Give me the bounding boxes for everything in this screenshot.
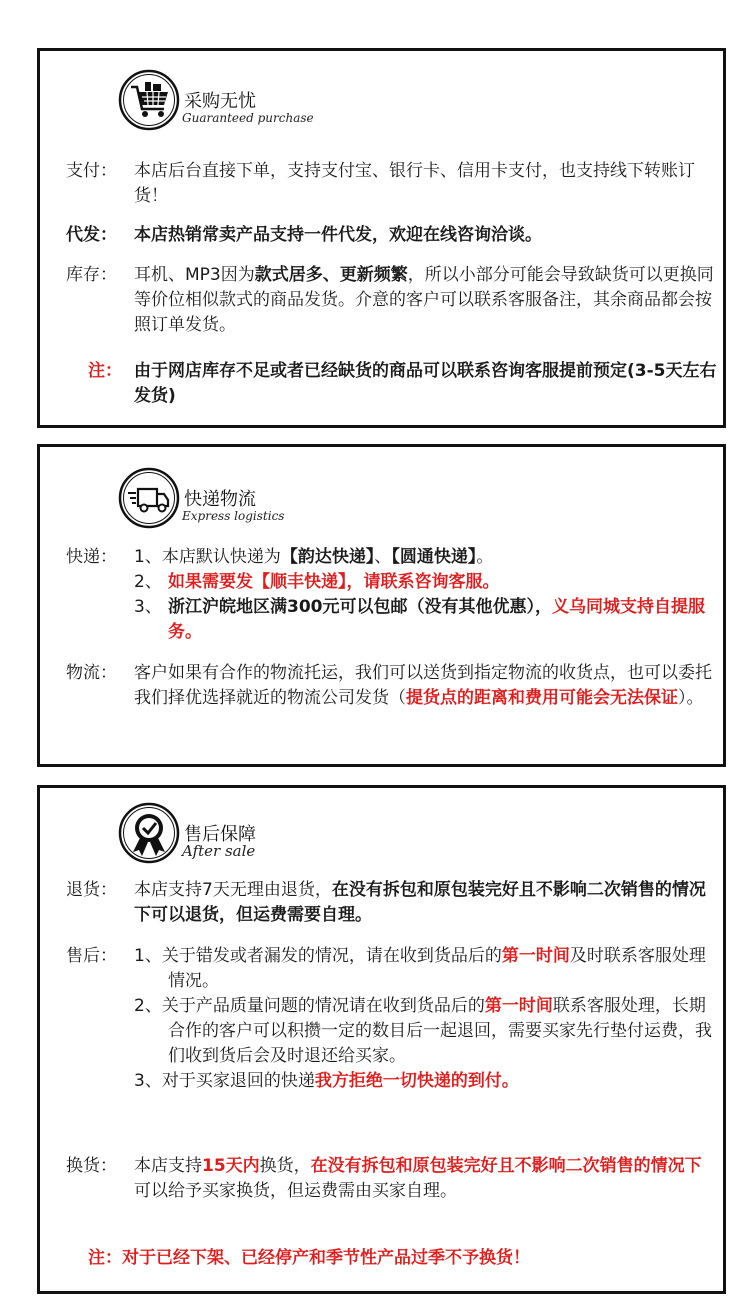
express-title: 快递物流 xyxy=(184,489,256,510)
service-item-3: 3、对于买家退回的快递我方拒绝一切快递的到付。 xyxy=(134,1071,519,1091)
courier-row xyxy=(66,545,718,645)
aftersale-title: 售后保障 xyxy=(184,824,256,845)
service-label: 售后： xyxy=(66,946,117,966)
purchase-section xyxy=(37,48,726,428)
courier-label: 快递： xyxy=(66,547,117,567)
returns-row: 退货： 本店支持7天无理由退货，在没有拆包和原包装完好且不影响二次销售的情况下可以退货，但运费需要自理。 xyxy=(66,880,706,925)
purchase-note-row xyxy=(66,359,718,409)
delivery-truck-icon xyxy=(118,467,180,529)
service-item-2: 2、关于产品质量问题的情况请在收到货品后的第一时间联系客服处理，长期合作的客户可以积攒一定的数目后一起退回，需要买家先行垫付运费，我们收到货后会及时退还给买家。 xyxy=(134,996,712,1066)
stock-row xyxy=(66,263,718,338)
stock-text-b: ，所以小部分可能会导致缺货可以更换同等价位相似款式的商品发货。介意的客户可以联系客服备注，其余商品都会按照订单发货。 xyxy=(134,265,714,335)
aftersale-subtitle: After sale xyxy=(182,842,256,860)
courier-item-1: 1、本店默认快递为【韵达快递】、【圆通快递】。 xyxy=(134,547,494,567)
express-section xyxy=(37,444,726,767)
courier-item-2: 2、 如果需要发【顺丰快递】，请联系咨询客服。 xyxy=(134,572,500,592)
shopping-cart-icon xyxy=(118,69,180,131)
payment-text: 本店后台直接下单，支持支付宝、银行卡、信用卡支付，也支持线下转账订货！ xyxy=(134,161,695,206)
aftersale-section xyxy=(37,785,726,1294)
stock-label: 库存： xyxy=(66,265,117,285)
logistics-row: 物流： 客户如果有合作的物流托运，我们可以送货到指定物流的收货点，也可以委托我们择优选择就近的物流公司发货（提货点的距离和费用可能会无法保证）。 xyxy=(66,663,712,708)
express-subtitle: Express logistics xyxy=(182,509,285,523)
award-badge-icon xyxy=(118,802,180,864)
returns-label: 退货： xyxy=(66,880,117,900)
dropship-label: 代发： xyxy=(66,225,117,245)
stock-text-a: 耳机、MP3因为 xyxy=(134,265,255,285)
payment-row xyxy=(66,159,718,209)
exchange-row: 换货： 本店支持15天内换货，在没有拆包和原包装完好且不影响二次销售的情况下可以给予买家换货，但运费需由买家自理。 xyxy=(66,1156,702,1201)
purchase-note-text: 由于网店库存不足或者已经缺货的商品可以联系咨询客服提前预定(3-5天左右发货) xyxy=(134,361,717,406)
service-row xyxy=(66,944,718,1094)
courier-item-3: 3、 浙江沪皖地区满300元可以包邮（没有其他优惠），义乌同城支持自提服务。 xyxy=(134,597,705,642)
payment-label: 支付： xyxy=(66,161,117,181)
purchase-note-label: 注： xyxy=(88,361,122,381)
aftersale-note: 注：对于已经下架、已经停产和季节性产品过季不予换货！ xyxy=(88,1248,530,1268)
stock-text-bold: 款式居多、更新频繁 xyxy=(254,265,408,285)
purchase-subtitle: Guaranteed purchase xyxy=(182,111,314,125)
purchase-title: 采购无忧 xyxy=(184,91,256,112)
service-item-1: 1、关于错发或者漏发的情况，请在收到货品后的第一时间及时联系客服处理情况。 xyxy=(134,946,706,991)
dropship-text: 本店热销常卖产品支持一件代发，欢迎在线咨询洽谈。 xyxy=(134,225,542,245)
exchange-label: 换货： xyxy=(66,1156,117,1176)
logistics-label: 物流： xyxy=(66,663,117,683)
dropship-row xyxy=(66,223,718,248)
